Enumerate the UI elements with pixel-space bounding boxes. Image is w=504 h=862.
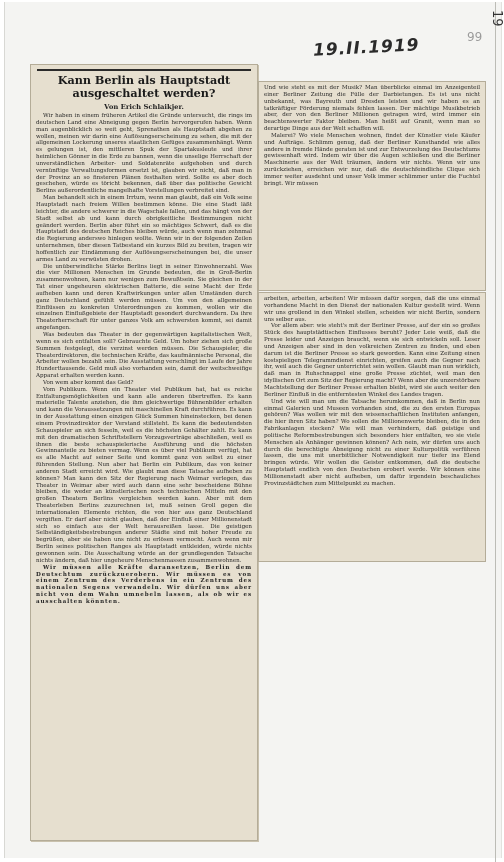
archive-page [4,2,502,858]
article-title: Kann Berlin als Hauptstadt ausgeschaltet werden? [37,69,251,100]
paragraph: Man behandelt sich in einem Irrtum, wenn man glaubt, daß ein Volk seine Hauptstadt nach freiem Willen bestimmen könne. Die eine Stadt läßt leichter, die andere schwerer in die Wagschale fallen, und das hängt von der Stadt selbst ab und kann durch obrigkeitliche Bestimmungen nicht geändert werden. Berlin aber führt ein so mächtiges Schwert, daß es die Hauptstadt des deutschen Reiches bleiben würde, auch wenn man zehnmal die Regierung anderswo hinlegen wollte. Wenn wir in der folgenden Zeilen unternehmen, über diesen Tatbestand ein kurzes Bild zu breiten, tragen wir hoffentlich zur Eindämmung der Auflösungserscheinungen bei, die unser armes Land zu verwüsten drohen. [36,195,252,263]
paragraph: Von wem aber kommt das Geld? [43,379,134,386]
paragraph: Und wie steht es mit der Musik? Man überblicke einmal im Anzeigenteil einer Berliner Zeitung die Fülle der Darbietungen. Es ist uns nicht unbekannt, was Bayreuth und Dresden leisten und wir haben es an tatkräftiger Förderung niemals fehlen lassen. Der mächtige Musikbetrieb aber, der von den Berliner Millionen getragen wird, wird immer ein beachtenswerter Faktor bleiben. Man heißt auf Granit, wenn man so derartige Dinge aus der Welt schaffen will. [264,85,480,133]
archive-page-number: 19 [489,10,504,27]
handwritten-date: 19.II.1919 [312,35,420,61]
newspaper-clipping-left [30,64,258,841]
paragraph: Die unüberwindliche Stärke Berlins liegt in seiner Einwohnerzahl. Was die vier Millionen Menschen im Grunde bedeuten, die in Groß-Berlin zusammenwohnen, kann nur wenigen zum Bewußtsein. Sie gleichen in der Tat einer ungeheuren elektrischen Batterie, die seine Macht der Erde aufheben kann und deren Kraftwirkungen unter allen Umständen durch ganz Deutschland gefühlt werden müssen. Um von den allgemeinen Einflüssen zu konkreten Unterordnungen zu kommen, wollen wir die einzelnen Einflußgebiete der Hauptstadt gesondert durchwandern. Da ihre Theaterherrschaft für unter ganzes Volk am schwersten kommt, sei damit angefangen. [36,263,252,332]
article-column-right-bottom [264,296,480,488]
scan-edge-line [495,2,496,862]
paragraph: Malerei? Wo viele Menschen wohnen, findet der Künstler viele Käufer und Aufträge. Schlimm genug, daß der Berliner Kunsthandel wie alles andere in fremde Hände geraten ist und zur Entwurzelung des Deutschtums gewissenhaft wird. Indem wir über die Augen schließen und die Berliner Maschinerie aus der Welt träumen, ändern wir nichts. Wenn wir uns zurückziehen, erreichen wir nur, daß die deutschfeindliche Clique sich immer weiter ausdehnt und unser Volk immer schlimmer unter die Fuchtel bringt. Wir müssen [264,132,480,187]
pencil-note: 99 [467,30,483,44]
newspaper-clipping-right-bottom [258,292,486,562]
article-column-left [36,113,252,606]
paragraph: Vor allem aber: wie steht's mit der Berliner Presse, auf der ein so großes Stück des hauptstädtischen Einflusses beruht? Jeder Leie weiß, daß die Presse leider und Anzeigen braucht, wenn sie sich entwickeln soll. Leser und Anzeigen aber sind in den volkreichen Zentren zu finden, und eben darum ist die Berliner Presse so stark geworden. Kann eine Zeitung einen kostspieligen Telegrammdienst einrichten, greifen auch die Gegner nach ihr, weil auch die Gegner unterrichtet sein wollen. Glaubt man nun wirklich, daß man in Ruhschnappel eine große Presse züchtet, weil man den idyllischen Ort zum Sitz der Regierung macht? Wenn aber die unzerstörbare Machtstellung der Berliner Presse erhalten bleibt, wird sie auch weiter den Berliner Einfluß in die entferntesten Winkel des Landes tragen. [264,323,480,398]
newspaper-clipping-right-top [258,81,486,291]
paragraph: Vom Publikum. Wenn ein Theater viel Publikum hat, hat es reiche Entfaltungsmöglichkeiten und kann alle anderen übertreffen. Es kann materielle Talente anziehen, die ihm gleichwertige Bühnenbilder erhalten und kann die Voraussetzungen mit maschinellen Kraft durchführen. Es kann in der Ausstattung einen einzigen Glück Summen hineinstecken, bei denen einem Provinzdirektor der Verstand stillsteht. Es kann die bedeutendsten Schauspieler an sich fesseln, weil es die höchsten Gehälter zahlt. Es kann mit den dramatischen Schriftstellern Vorzugsverträge abschließen, weil es ihnen die beste schauspielerische Ausführung und die höchsten Gewinnanteile zu bieten vermag. Wenn es über viel Publikum verfügt, hat es alle Macht auf seiner Seite und kommt ganz von selbst zu einer führenden Stellung. Nun aber hat Berlin ein Publikum, das von keiner anderen Stadt erreicht wird. Wie glaubt man diese Tatsache aufheben zu können? Man kann den Sitz der Regierung nach Weimar verlegen, das Theater in Weimar aber wird auch dann eine sehr bescheidene Bühne bleiben, die weder an künstlerischen noch technischen Mitteln mit den großen Theatern Berlins vergleichen werden kann. Aber mit dem Theaterleben Berlins zuzurechnen ist, muß seinen Groll gegen die internationalen Elemente richten, die von hier aus ganz Deutschland vergiften. Er darf aber nicht glauben, daß der Einfluß einer Millionenstadt sich so einfach aus der Welt herausreißen lasse. Die geistigen Selbständigkeitsbestrebungen anderer Städte sind mit hoher Freude zu begrüßen, aber sie haben uns nicht zu erlösen vermocht. Auch wenn mir Berlin seines politischen Ranges als Hauptstadt entkleiden, würde nichts gewonnen sein. Die Ausschaltung würde an der grundlegenden Tatsache nichts ändern, daß hier ungeheure Menschenmassen zusammenwohnen. [36,386,252,564]
paragraph: Und wie will man um die Tatsache herumkommen, daß in Berlin nun einmal Galerien und Museen vorhanden sind, die zu den ersten Europas gehören? Was wollen wir mit den wissenschaftlichen Instituten anfangen, die hier ihren Sitz haben? Wo sollen die Millionenwerte bleiben, die in den Fabrikanlagen stecken? Wie will man verhindern, daß geistige und politische Reformbestrebungen sich besonders hier entfalten, wo sie viele Menschen als Anhänger gewinnen können? Ach nein, wir dürfen uns auch durch die berechtigte Abneigung nicht zu einer Kulturpolitik verführen lassen, die uns mit unerbittlicher Notwendigkeit nur tiefer ins Elend bringen würde. Wir wollen die Geister entkommen, daß die deutsche Hauptstadt endlich von den Deutschen erobert werde. Wir können eine Millionenstadt aber nicht aufheben, um dafür irgendein beschauliches Provinzstädtchen zum Mittelpunkt zu machen. [264,398,480,487]
article-column-right-top [264,85,480,188]
article-byline: Von Erich Schlaikjer. [104,103,184,111]
paragraph: Was bedeuten das Theater in der gegenwärtigen kapitalistischen Welt, wenn es sich entfalten soll? Gebrauchte Geld. Um hoher ziehen sich große Summen festgelegt, die verzinst werden müssen. Die Schauspieler, die Theaterdirektoren, die technischen Kräfte, das kaufmännische Personal, die Arbeiter wollen bezahlt sein. Die Ausstattung verschlingt im Laufe der Jahre Hunderttausende. Geld muß also vorhanden sein, damit der weitschweifige Apparat erhalten werden kann. [36,332,252,380]
paragraph: Wir haben in einem früheren Artikel die Gründe untersucht, die rings im deutschen Land eine Abneigung gegen Berlin hervorgerufen haben. Wenn man augenblicklich so weit geht, Sprenathen als Hauptstadt abgehen zu wollen, meinen wir darin eine Auflösungserscheinung zu sehen, die mit der allgemeinen Lockerung unseres staatlichen Gefüges zusammenhängt. Wenn es gelungen ist, den mittleren Spuk der Spartakusleute und ihrer heimlichen Gönner in die Erde zu bannen, wenn die unselige Herrschaft der unverständlichen Arbeiter- und Soldatenräte aufgehoben und durch vernünftige Verwaltungsformen ersetzt ist, glauben wir nicht, daß man in der Provinz an so finsteren Plänen festhalten wird. Sollte es aber doch geschehen, würde es töricht bekennen, daß über das politische Gewicht Berlins außerordentliche mangelhafte Vorstellungen verbreitet sind. [36,113,252,195]
paragraph: arbeiten, arbeiten, arbeiten! Wir müssen dafür sorgen, daß die uns einmal vorhandene Macht in den Dienst der nationalen Kultur gestellt wird. Wenn wir uns grollend in den Winkel stellen, scheiden wir nicht Berlin, sondern uns selber aus. [264,296,480,323]
paragraph-emphasis: Wir müssen alle Kräfte daransetzen, Berlin dem Deutschtum zurückzuerobern. Wir müssen es von einem Zentrum des Verderbens in ein Zentrum des nationalen Segens verwandeln. Wir dürfen uns aber nicht von dem Wahn umnebeln lassen, als ob wir es ausschalten könnten. [36,564,252,605]
